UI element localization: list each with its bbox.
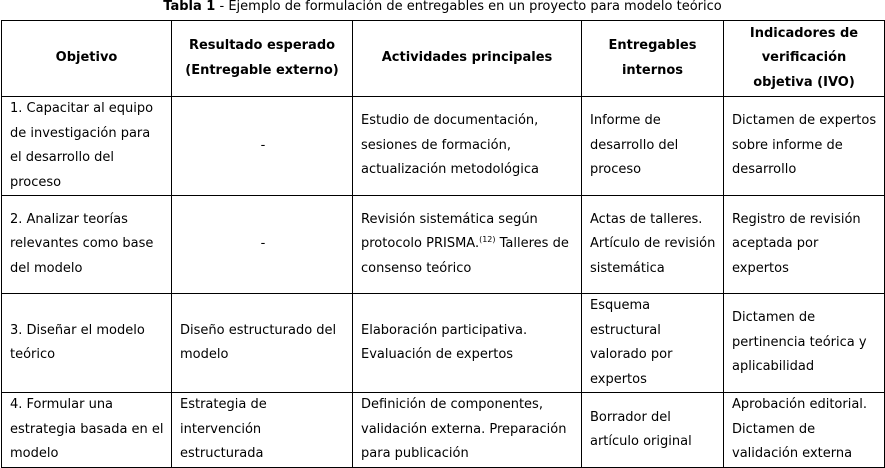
cell-objetivo: 2. Analizar teorías relevantes como base del modelo (2, 196, 172, 294)
cell-resultado: - (172, 196, 353, 294)
cell-objetivo: 4. Formular una estrategia basada en el modelo (2, 393, 172, 468)
cell-ivo: Registro de revisión aceptada por expertos (724, 196, 885, 294)
table-row (2, 97, 885, 196)
cell-resultado: - (172, 97, 353, 196)
deliverables-table (1, 20, 885, 468)
actividades-text-cont: Talleres de consenso teórico (361, 236, 569, 276)
cell-actividades: Estudio de documentación, sesiones de formación, actualización metodológica (353, 97, 582, 196)
header-objetivo: Objetivo (2, 21, 172, 97)
header-row (2, 21, 885, 97)
cell-ivo: Dictamen de pertinencia teórica y aplicabilidad (724, 294, 885, 393)
caption-text: Ejemplo de formulación de entregables en un proyecto para modelo teórico (228, 0, 722, 14)
cell-objetivo: 3. Diseñar el modelo teórico (2, 294, 172, 393)
table-row (2, 294, 885, 393)
table-caption (0, 0, 885, 20)
cell-resultado: Diseño estructurado del modelo (172, 294, 353, 393)
cell-entregables: Borrador del artículo original (582, 393, 724, 468)
cell-actividades (353, 196, 582, 294)
caption-separator: - (215, 0, 229, 14)
table-row (2, 196, 885, 294)
cell-resultado: Estrategia de intervención estructurada (172, 393, 353, 468)
actividades-text: Revisión sistemática según protocolo PRISMA. (361, 211, 538, 252)
header-entregables: Entregables internos (582, 21, 724, 97)
table-row (2, 393, 885, 468)
header-actividades: Actividades principales (353, 21, 582, 97)
header-resultado: Resultado esperado (Entregable externo) (172, 21, 353, 97)
header-ivo: Indicadores de verificación objetiva (IVO) (724, 21, 885, 97)
cell-entregables: Esquema estructural valorado por expertos (582, 294, 724, 393)
cell-ivo: Aprobación editorial. Dictamen de validación externa (724, 393, 885, 468)
cell-entregables: Actas de talleres. Artículo de revisión sistemática (582, 196, 724, 294)
citation-ref: (12) (479, 235, 496, 245)
cell-objetivo: 1. Capacitar al equipo de investigación para el desarrollo del proceso (2, 97, 172, 196)
cell-entregables: Informe de desarrollo del proceso (582, 97, 724, 196)
cell-actividades: Elaboración participativa. Evaluación de expertos (353, 294, 582, 393)
cell-actividades: Definición de componentes, validación externa. Preparación para publicación (353, 393, 582, 468)
caption-label: Tabla 1 (163, 0, 216, 14)
cell-ivo: Dictamen de expertos sobre informe de desarrollo (724, 97, 885, 196)
